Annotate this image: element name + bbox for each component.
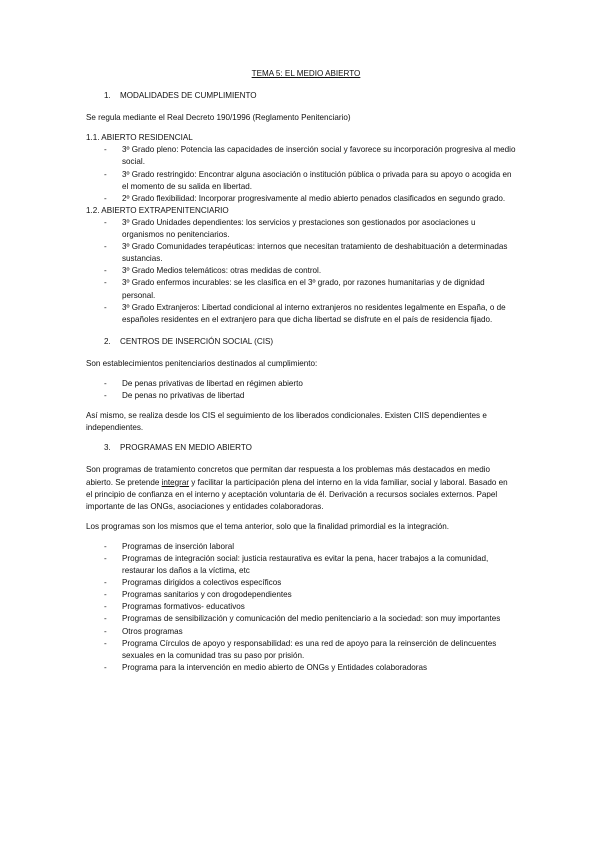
list-item: - Programas de sensibilización y comunicación del medio penitenciario a la sociedad: son muy importantes	[86, 613, 516, 625]
subsection-1-2-heading: 1.2. ABIERTO EXTRAPENITENCIARIO	[86, 205, 229, 215]
document-body	[86, 68, 516, 674]
list-item: - 3º Grado Unidades dependientes: los servicios y prestaciones son gestionados por asociaciones u organismos no penitenciarios.	[86, 217, 516, 241]
underlined-word: integrar	[161, 477, 190, 487]
list-item: - Programas de integración social: justicia restaurativa es evitar la pena, hacer trabajos a la comunidad, restaurar los daños a la víctima, etc	[86, 553, 516, 577]
section-3-list	[86, 541, 516, 674]
section-3-number: 3.	[104, 443, 111, 453]
list-item: - Programa para la intervención en medio abierto de ONGs y Entidades colaboradoras	[86, 662, 516, 674]
list-item: - 3º Grado restringido: Encontrar alguna asociación o institución pública o privada para su apoyo o acogida en el momento de su salida en libertad.	[86, 169, 516, 193]
list-item: - 3º Grado enfermos incurables: se les clasifica en el 3º grado, por razones humanitarias y de dignidad personal.	[86, 277, 516, 301]
subsection-1-1-list	[86, 144, 516, 204]
list-item: - Programas dirigidos a colectivos específicos	[86, 577, 516, 589]
section-2-heading	[86, 336, 516, 348]
document-title: TEMA 5: EL MEDIO ABIERTO	[251, 69, 361, 78]
list-item: - 3º Grado Extranjeros: Libertad condicional al interno extranjeros no residentes legalmente en España, o de españoles residentes en el extranjero para que dicha libertad se disfrute en el país de residencia fijado.	[86, 302, 516, 326]
section-3-paragraph-1	[86, 464, 516, 512]
list-item: - Programas formativos- educativos	[86, 601, 516, 613]
paragraph-text: y facilitar la participación plena del interno en la vida familiar, social y laboral. Basado en el principio de confianza en el interno y aceptación voluntaria de él. Derivación a recursos sociales externos. Papel importante de las ONGs, asociaciones y entidades colaboradoras.	[86, 477, 508, 511]
subsection-1-2-list	[86, 217, 516, 326]
section-2-intro: Son establecimientos penitenciarios destinados al cumplimiento:	[86, 358, 318, 368]
section-3-title: PROGRAMAS EN MEDIO ABIERTO	[120, 443, 252, 453]
section-2-list	[86, 378, 516, 402]
section-2-outro: Así mismo, se realiza desde los CIS el seguimiento de los liberados condicionales. Existen CIIS dependientes e independientes.	[86, 411, 487, 433]
section-2-number: 2.	[104, 336, 111, 346]
section-1-title: MODALIDADES DE CUMPLIMIENTO	[120, 91, 257, 101]
list-item: - Otros programas	[86, 626, 516, 638]
list-item: - 2º Grado flexibilidad: Incorporar progresivamente al medio abierto penados clasificados en segundo grado.	[86, 193, 516, 205]
section-1-number: 1.	[104, 91, 111, 101]
paragraph-text: Son programas de tratamiento concretos que permitan dar respuesta a los problemas más destacados en medio abierto. Se pretende	[86, 465, 491, 487]
list-item: - 3º Grado pleno: Potencia las capacidades de inserción social y favorece su incorporación progresiva al medio social.	[86, 144, 516, 168]
section-1-intro: Se regula mediante el Real Decreto 190/1996 (Reglamento Penitenciario)	[86, 113, 351, 123]
section-1-heading	[86, 90, 516, 102]
list-item: - De penas privativas de libertad en régimen abierto	[86, 378, 516, 390]
section-2-title: CENTROS DE INSERCIÓN SOCIAL (CIS)	[120, 336, 274, 346]
list-item: - 3º Grado Medios telemáticos: otras medidas de control.	[86, 265, 516, 277]
list-item: - 3º Grado Comunidades terapéuticas: internos que necesitan tratamiento de deshabituación a determinadas sustancias.	[86, 241, 516, 265]
list-item: - De penas no privativas de libertad	[86, 390, 516, 402]
section-3-heading	[86, 442, 516, 454]
list-item: - Programas sanitarios y con drogodependientes	[86, 589, 516, 601]
section-3-paragraph-2: Los programas son los mismos que el tema anterior, solo que la finalidad primordial es la integración.	[86, 521, 450, 531]
list-item: - Programas de inserción laboral	[86, 541, 516, 553]
list-item: - Programa Círculos de apoyo y responsabilidad: es una red de apoyo para la reinserción de delincuentes sexuales en la comunidad tras su paso por prisión.	[86, 638, 516, 662]
subsection-1-1-heading: 1.1. ABIERTO RESIDENCIAL	[86, 133, 193, 143]
